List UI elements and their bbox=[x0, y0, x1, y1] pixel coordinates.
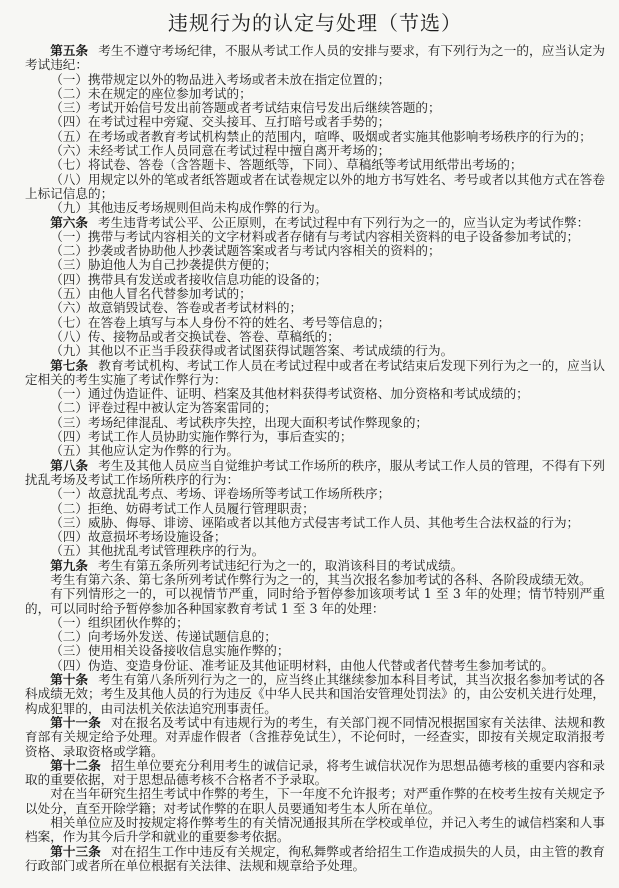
document-title: 违规行为的认定与处理（节选） bbox=[168, 11, 462, 35]
paragraph-text: （一）通过伪造证件、证明、档案及其他材料获得考试资格、加分资格和考试成绩的； bbox=[50, 386, 529, 402]
list-item bbox=[25, 516, 605, 530]
paragraph-text: （五）在考场或者教育考试机构禁止的范围内，喧哗、吸烟或者实施其他影响考场秩序的行为的； bbox=[50, 128, 592, 144]
article bbox=[25, 44, 605, 216]
list-item bbox=[25, 502, 605, 516]
paragraph-text: 对在招生工作中违反有关规定，徇私舞弊或者给招生工作造成损失的人员，由主管的教育行政部门或者所在单位根据有关法律、法规和规章给予处理。 bbox=[25, 843, 606, 873]
list-item bbox=[25, 416, 605, 430]
list-item bbox=[25, 230, 605, 244]
list-item bbox=[25, 544, 605, 558]
list-item bbox=[25, 330, 605, 344]
paragraph-text: （七）在答卷上填写与本人身份不符的姓名、考号等信息的； bbox=[50, 314, 391, 330]
paragraph bbox=[25, 216, 605, 230]
paragraph bbox=[25, 816, 605, 845]
paragraph-text: （一）组织团伙作弊的； bbox=[50, 614, 189, 630]
list-item bbox=[25, 258, 605, 272]
paragraph-text: （九）其他违反考场规则但尚未构成作弊的行为。 bbox=[50, 200, 328, 216]
article-label: 第十一条 bbox=[50, 714, 101, 730]
article bbox=[25, 716, 605, 759]
paragraph bbox=[25, 44, 605, 73]
paragraph-text: （六）未经考试工作人员同意在考试过程中擅自离开考场的； bbox=[50, 143, 391, 159]
paragraph-text: （九）其他以不正当手段获得或者试图获得试题答案、考试成绩的行为。 bbox=[50, 343, 454, 359]
paragraph-text: 有下列情形之一的，可以视情节严重，同时给予暂停参加该项考试 1 至 3 年的处理；情节特别严重的，可以同时给予暂停参加各种国家教育考试 1 至 3 年的处理： bbox=[25, 586, 605, 616]
paragraph-text: 考生有第六条、第七条所列考试作弊行为之一的，其当次报名参加考试的各科、各阶段成绩无效。 bbox=[50, 571, 592, 587]
list-item bbox=[25, 387, 605, 401]
article-label: 第十条 bbox=[50, 672, 89, 688]
paragraph bbox=[25, 559, 605, 573]
paragraph-text: （三）威胁、侮辱、诽谤、诬陷或者以其他方式侵害考试工作人员、其他考生合法权益的行为； bbox=[50, 514, 580, 530]
list-item bbox=[25, 87, 605, 101]
paragraph-text: （五）由他人冒名代替参加考试的； bbox=[50, 286, 252, 302]
article-label: 第十二条 bbox=[50, 757, 101, 773]
paragraph bbox=[25, 759, 605, 788]
article bbox=[25, 216, 605, 359]
article bbox=[25, 759, 605, 845]
article bbox=[25, 359, 605, 459]
paragraph-text: （七）将试卷、答卷（含答题卡、答题纸等，下同）、草稿纸等考试用纸带出考场的； bbox=[50, 157, 523, 173]
paragraph-text: （四）考试工作人员协助实施作弊行为，事后查实的； bbox=[50, 429, 353, 445]
article-label: 第八条 bbox=[50, 457, 89, 473]
paragraph-text: 教育考试机构、考试工作人员在考试过程中或者在考试结束后发现下列行为之一的，应当认定相关的考生实施了考试作弊行为： bbox=[25, 357, 606, 387]
paragraph-text: （一）携带与考试内容相关的文字材料或者存储有与考试内容相关资料的电子设备参加考试的； bbox=[50, 228, 580, 244]
paragraph bbox=[25, 359, 605, 388]
list-item bbox=[25, 616, 605, 630]
paragraph-text: （一）携带规定以外的物品进入考场或者未放在指定位置的； bbox=[50, 71, 391, 87]
article-label: 第十三条 bbox=[50, 843, 101, 859]
list-item bbox=[25, 659, 605, 673]
paragraph-text: 招生单位要充分利用考生的诚信记录，将考生诚信状况作为思想品德考核的重要内容和录取的重要依据，对于思想品德考核不合格者不予录取。 bbox=[25, 757, 606, 788]
list-item bbox=[25, 101, 605, 115]
list-item bbox=[25, 144, 605, 158]
paragraph-text: （二）向考场外发送、传递试题信息的； bbox=[50, 629, 277, 645]
article-label: 第五条 bbox=[50, 43, 89, 58]
article bbox=[25, 559, 605, 673]
paragraph-text: （五）其他应认定为作弊的行为。 bbox=[50, 443, 240, 459]
paragraph-text: 考生及其他人员应当自觉维护考试工作场所的秩序，服从考试工作人员的管理，不得有下列扰乱考场及考试工作场所秩序的行为： bbox=[25, 457, 606, 487]
paragraph bbox=[25, 587, 605, 616]
paragraph-text: （四）故意损坏考场设施设备； bbox=[50, 529, 227, 545]
list-item bbox=[25, 273, 605, 287]
list-item bbox=[25, 201, 605, 215]
list-item bbox=[25, 287, 605, 301]
paragraph-text: （三）考试开始信号发出前答题或者考试结束信号发出后继续答题的； bbox=[50, 100, 441, 116]
list-item bbox=[25, 301, 605, 315]
paragraph-text: （一）故意扰乱考点、考场、评卷场所等考试工作场所秩序； bbox=[50, 486, 391, 502]
list-item bbox=[25, 487, 605, 501]
article-label: 第六条 bbox=[50, 214, 88, 230]
articles-container bbox=[25, 44, 605, 873]
list-item bbox=[25, 130, 605, 144]
list-item bbox=[25, 158, 605, 172]
paragraph-text: 考生有第五条所列考试违纪行为之一的，取消该科目的考试成绩。 bbox=[98, 557, 464, 573]
paragraph-text: （六）故意销毁试卷、答卷或者考试材料的； bbox=[50, 300, 303, 316]
article-label: 第九条 bbox=[50, 557, 88, 573]
paragraph-text: 考生不遵守考场纪律，不服从考试工作人员的安排与要求，有下列行为之一的，应当认定为考试违纪： bbox=[25, 43, 606, 73]
paragraph-text: 考生有第八条所列行为之一的，应当终止其继续参加本科目考试，其当次报名参加考试的各科成绩无效；考生及其他人员的行为违反《中华人民共和国治安管理处罚法》的，由公安机关进行处理，构成犯罪的，由司法机关依法追究刑事责任。 bbox=[25, 672, 606, 716]
list-item bbox=[25, 316, 605, 330]
list-item bbox=[25, 444, 605, 458]
list-item bbox=[25, 244, 605, 258]
paragraph-text: （三）胁迫他人为自己抄袭提供方便的； bbox=[50, 257, 277, 273]
paragraph bbox=[25, 673, 605, 716]
paragraph-text: 考生违背考试公平、公正原则，在考试过程中有下列行为之一的，应当认定为考试作弊： bbox=[98, 214, 590, 230]
paragraph bbox=[25, 573, 605, 587]
paragraph-text: 相关单位应及时按规定将作弊考生的有关情况通报其所在学校或单位，并记入考生的诚信档案和人事档案，作为其今后升学和就业的重要参考依据。 bbox=[25, 815, 605, 845]
list-item bbox=[25, 73, 605, 87]
paragraph bbox=[25, 716, 605, 759]
paragraph-text: （四）携带具有发送或者接收信息功能的设备的； bbox=[50, 271, 328, 287]
article bbox=[25, 845, 605, 874]
paragraph bbox=[25, 459, 605, 488]
paragraph-text: （二）评卷过程中被认定为答案雷同的； bbox=[50, 400, 277, 416]
paragraph bbox=[25, 787, 605, 816]
paragraph-text: （三）考场纪律混乱、考试秩序失控，出现大面积考试作弊现象的； bbox=[50, 414, 428, 430]
paragraph bbox=[25, 845, 605, 874]
paragraph-text: （三）使用相关设备接收信息实施作弊的； bbox=[50, 643, 290, 659]
paragraph-text: （二）未在规定的座位参加考试的； bbox=[50, 85, 252, 101]
list-item bbox=[25, 401, 605, 415]
list-item bbox=[25, 173, 605, 202]
list-item bbox=[25, 530, 605, 544]
article bbox=[25, 459, 605, 559]
article-label: 第七条 bbox=[50, 357, 89, 373]
paragraph-text: （四）伪造、变造身份证、准考证及其他证明材料，由他人代替或者代替考生参加考试的。 bbox=[50, 657, 554, 673]
paragraph-text: （二）抄袭或者协助他人抄袭试题答案或者与考试内容相关的资料的； bbox=[50, 243, 441, 259]
paragraph-text: （五）其他扰乱考试管理秩序的行为。 bbox=[50, 543, 265, 559]
list-item bbox=[25, 344, 605, 358]
paragraph-text: （四）在考试过程中旁窥、交头接耳、互打暗号或者手势的； bbox=[50, 114, 391, 130]
paragraph-text: 对在报名及考试中有违规行为的考生，有关部门视不同情况根据国家有关法律、法规和教育部有关规定给予处理。对弄虚作假者（含推荐免试生），不论何时，一经查实，即按有关规定取消报考资格、录取资格或学籍。 bbox=[25, 714, 606, 759]
paragraph-text: 对在当年研究生招生考试中作弊的考生，下一年度不允许报考；对严重作弊的在校考生按有关规定予以处分，直至开除学籍；对考试作弊的在职人员要通知考生本人所在单位。 bbox=[25, 786, 605, 816]
paragraph-text: （八）传、接物品或者交换试卷、答卷、草稿纸的； bbox=[50, 328, 340, 344]
paragraph-text: （二）拒绝、妨碍考试工作人员履行管理职责； bbox=[50, 500, 315, 516]
article bbox=[25, 673, 605, 716]
paragraph-text: （八）用规定以外的笔或者纸答题或者在试卷规定以外的地方书写姓名、考号或者以其他方式在答卷上标记信息的； bbox=[25, 171, 605, 201]
list-item bbox=[25, 630, 605, 644]
list-item bbox=[25, 430, 605, 444]
list-item bbox=[25, 115, 605, 129]
list-item bbox=[25, 644, 605, 658]
